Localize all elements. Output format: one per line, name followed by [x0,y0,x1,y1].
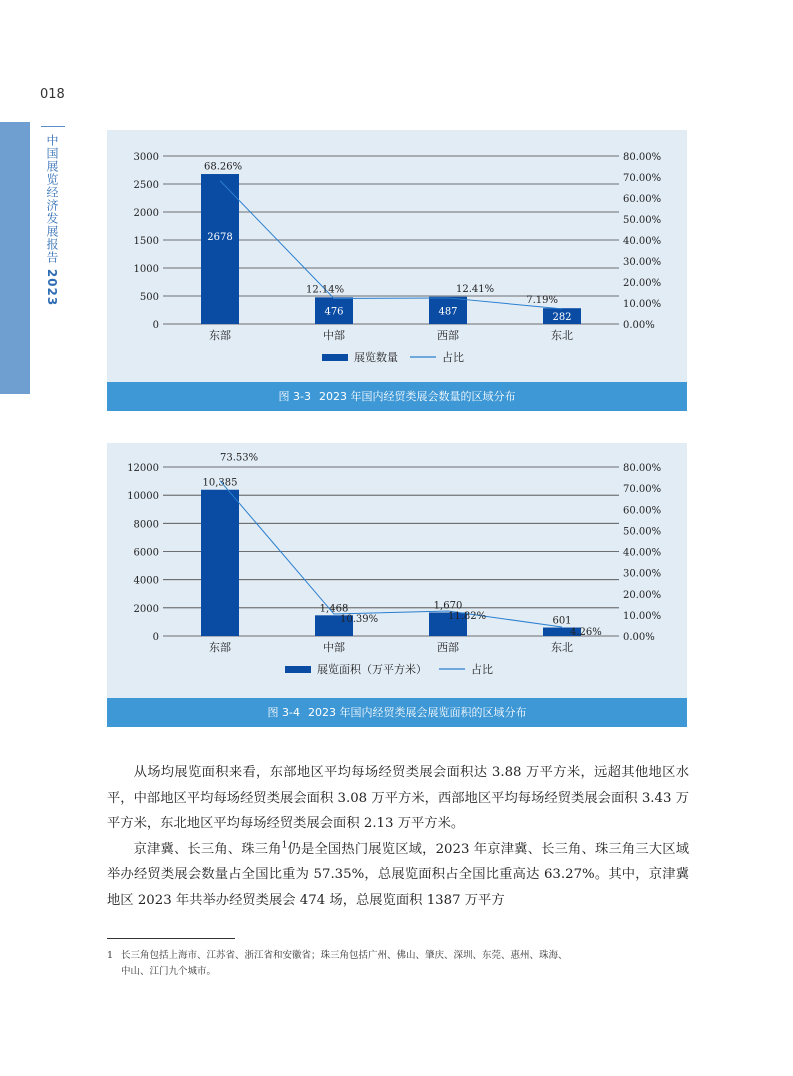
x-tick-label: 西部 [437,329,459,342]
y2-tick-label: 20.00% [623,278,662,289]
side-divider [41,126,65,127]
y2-tick-label: 30.00% [623,257,662,268]
y2-tick-label: 50.00% [623,215,662,226]
footnote-line: 中山、江门九个城市。 [121,966,217,977]
legend-bar-swatch [285,666,311,673]
figure-exhibition-count [107,130,687,411]
y-tick-label: 2000 [133,603,159,615]
bar-value-label: 10,385 [202,477,238,489]
y2-tick-label: 80.00% [623,152,662,163]
bar-value-label: 1,468 [319,603,349,615]
line-value-label: 10.39% [340,614,379,626]
footnote [107,948,689,980]
legend-line-label: 占比 [471,663,493,676]
y-tick-label: 1000 [133,264,159,275]
figure-caption-number: 图 3-4 [267,706,300,719]
bar-value-label: 2678 [207,232,233,244]
legend-bar-swatch [322,354,348,361]
y2-tick-label: 10.00% [623,299,662,310]
paragraph [107,837,689,914]
running-title-year: 2023 [45,268,59,307]
y-tick-label: 1500 [133,236,159,247]
bar-value-label: 601 [552,615,572,627]
legend-line-label: 占比 [442,351,464,364]
bar-value-label: 1,670 [433,600,463,612]
legend-bar-label: 展览面积（万平方米） [317,663,427,676]
figure-caption [107,382,687,411]
chapter-side-tab [0,122,30,394]
y2-tick-label: 30.00% [623,568,662,580]
x-tick-label: 西部 [437,641,459,654]
x-tick-label: 中部 [323,641,345,654]
footnote-text: 长三角包括上海市、江苏省、浙江省和安徽省；珠三角包括广州、佛山、肇庆、深圳、东莞、惠州、珠海、 [121,950,568,961]
y-tick-label: 10000 [127,491,159,503]
y-tick-label: 4000 [133,575,159,587]
y-tick-label: 6000 [133,547,159,559]
share-line [220,181,562,309]
footnote-mark: 1 [107,950,114,961]
page-number: 018 [40,87,65,102]
y-tick-label: 8000 [133,519,159,531]
y2-tick-label: 20.00% [623,589,662,601]
y2-tick-label: 40.00% [623,547,662,559]
y2-tick-label: 60.00% [623,505,662,517]
figure-caption-text: 2023 年国内经贸类展会展览面积的区域分布 [307,706,527,719]
x-tick-label: 东北 [551,329,573,342]
y-tick-label: 0 [152,632,159,643]
y-tick-label: 2000 [133,208,159,219]
line-value-label: 11.82% [448,611,487,623]
chart-exhibition-area [107,443,687,698]
bar-value-label: 487 [438,306,458,318]
line-value-label: 12.14% [306,284,345,296]
figure-caption [107,698,687,727]
x-tick-label: 中部 [323,329,345,342]
y2-tick-label: 70.00% [623,484,662,496]
line-value-label: 12.41% [456,283,495,295]
line-value-label: 7.19% [526,294,558,306]
line-value-label: 68.26% [204,161,243,173]
footnote-divider [107,938,235,939]
bar [201,490,239,636]
y-tick-label: 500 [139,292,159,303]
bar-value-label: 282 [552,312,572,324]
y2-tick-label: 50.00% [623,526,662,538]
figure-exhibition-area [107,443,687,727]
paragraph-text: 仍是全国热门展览区域，2023 年京津冀、长三角、珠三角三大区域举办经贸类展会数量占全国比重为 57.35%，总展览面积占全国比重高达 63.27%。其中，京津冀地区 2023 年共举办经贸类展会 474 场，总展览面积 1387 万平方 [107,841,689,908]
figure-caption-number: 图 3-3 [278,390,311,403]
running-title-text: 中国展览经济发展报告 [45,134,59,264]
x-tick-label: 东部 [209,641,231,654]
footnote-line [107,948,689,964]
y2-tick-label: 60.00% [623,194,662,205]
y-tick-label: 12000 [127,463,159,474]
y-tick-label: 3000 [133,152,159,163]
body-text [107,760,689,913]
y2-tick-label: 70.00% [623,173,662,184]
footnote-ref[interactable]: 1 [281,840,288,851]
bar-value-label: 476 [324,306,344,318]
y2-tick-label: 10.00% [623,610,662,622]
x-tick-label: 东北 [551,641,573,654]
paragraph: 从场均展览面积来看，东部地区平均每场经贸类展会面积达 3.88 万平方米，远超其他地区水平，中部地区平均每场经贸类展会面积 3.08 万平方米，西部地区平均每场经贸类展会面积 3.43 万平方米，东北地区平均每场经贸类展会面积 2.13 万平方米。 [107,765,689,831]
chart-exhibition-count [107,130,687,382]
y2-tick-label: 40.00% [623,236,662,247]
y-tick-label: 2500 [133,180,159,191]
x-tick-label: 东部 [209,329,231,342]
paragraph-text: 京津冀、长三角、珠三角 [133,841,282,857]
share-line [220,481,562,627]
line-value-label: 4.26% [570,627,602,639]
figure-caption-text: 2023 年国内经贸类展会数量的区域分布 [318,390,516,403]
y2-tick-label: 0.00% [623,320,655,331]
y2-tick-label: 80.00% [623,463,662,474]
y-tick-label: 0 [152,320,159,331]
running-title [44,134,61,306]
line-value-label: 73.53% [220,452,259,464]
bar [201,174,239,324]
y2-tick-label: 0.00% [623,632,655,643]
legend-bar-label: 展览数量 [354,351,398,364]
